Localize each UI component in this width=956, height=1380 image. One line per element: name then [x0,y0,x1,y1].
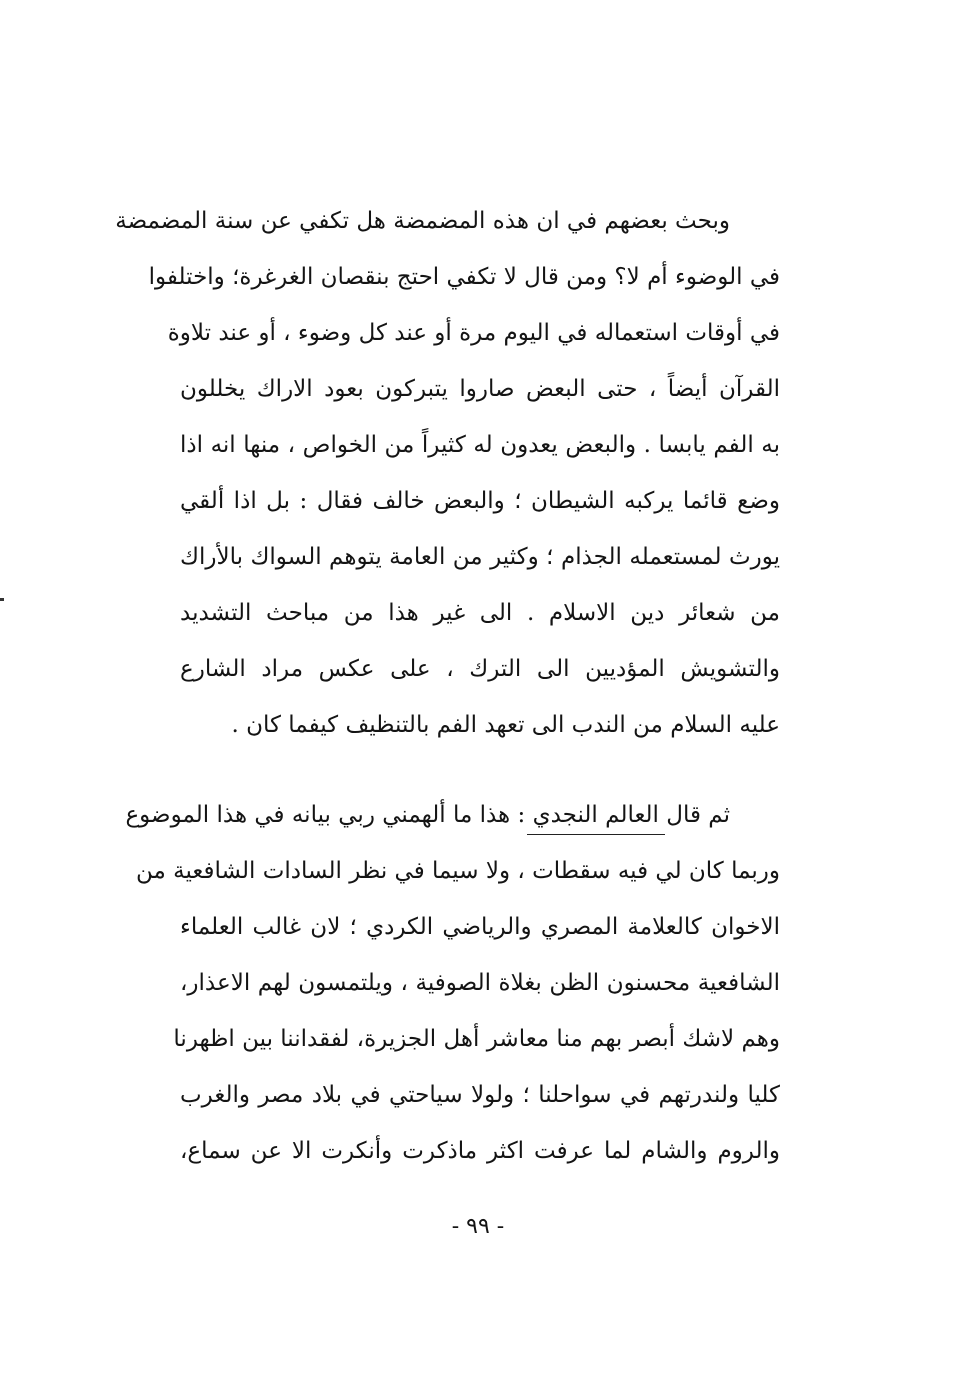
text-line: والتشويش المؤديين الى الترك ، على عكس مراد الشارع [180,656,780,682]
text-line-with-quote-source [125,787,780,843]
text-line: في أوقات استعماله في اليوم مرة أو عند كل وضوء ، أو عند تلاوة [167,320,780,346]
line-start-text: ثم قال [666,802,730,828]
paragraph-2 [125,787,780,1179]
text-line: الشافعية محسنون الظن بغلاة الصوفية ، ويلتمسون لهم الاعذار، [180,970,780,996]
text-line: وبحث بعضهم في ان هذه المضمضة هل تكفي عن سنة المضمضة [115,208,730,234]
text-line: والروم والشام لما عرفت اكثر ماذكرت وأنكرت الا عن سماع، [180,1138,780,1164]
text-line: كليا ولندرتهم في سواحلنا ؛ ولولا سياحتي في بلاد مصر والغرب [180,1082,780,1108]
scan-speck [0,598,4,601]
line-rest-text: : هذا ما ألهمني ربي بيانه في هذا الموضوع [125,802,526,828]
text-line: يورث لمستعمله الجذام ؛ وكثير من العامة يتوهم السواك بالأراك [180,544,780,570]
text-line: الاخوان كالعلامة المصري والرياضي الكردي ؛ لان غالب العلماء [180,914,780,940]
text-line: وربما كان لي فيه سقطات ، ولا سيما في نظر السادات الشافعية من [136,858,780,884]
text-line: وضع قائما يركبه الشيطان ؛ والبعض خالف فقال : بل اذا ألقي [180,488,780,514]
text-line: في الوضوء أم لا؟ ومن قال لا تكفي احتج بنقصان الغرغرة؛ واختلفوا [148,264,780,290]
quoted-author-name: العالم النجدي [533,787,659,843]
text-line: وهم لاشك أبصر بهم منا معاشر أهل الجزيرة، لفقداننا بين اظهرنا [173,1026,780,1052]
text-line: القرآن أيضاً ، حتى البعض صاروا يتبركون بعود الاراك يخللون [180,376,780,402]
text-line: به الفم يابسا . والبعض يعدون له كثيراً من الخواص ، منها انه اذا [180,432,780,458]
text-line: عليه السلام من الندب الى تعهد الفم بالتنظيف كيفما كان . [231,712,780,738]
text-line: من شعائر دين الاسلام . الى غير هذا من مباحث التشديد [180,600,780,626]
page-number: - ٩٩ - [451,1214,505,1239]
paragraph-1 [115,193,780,753]
